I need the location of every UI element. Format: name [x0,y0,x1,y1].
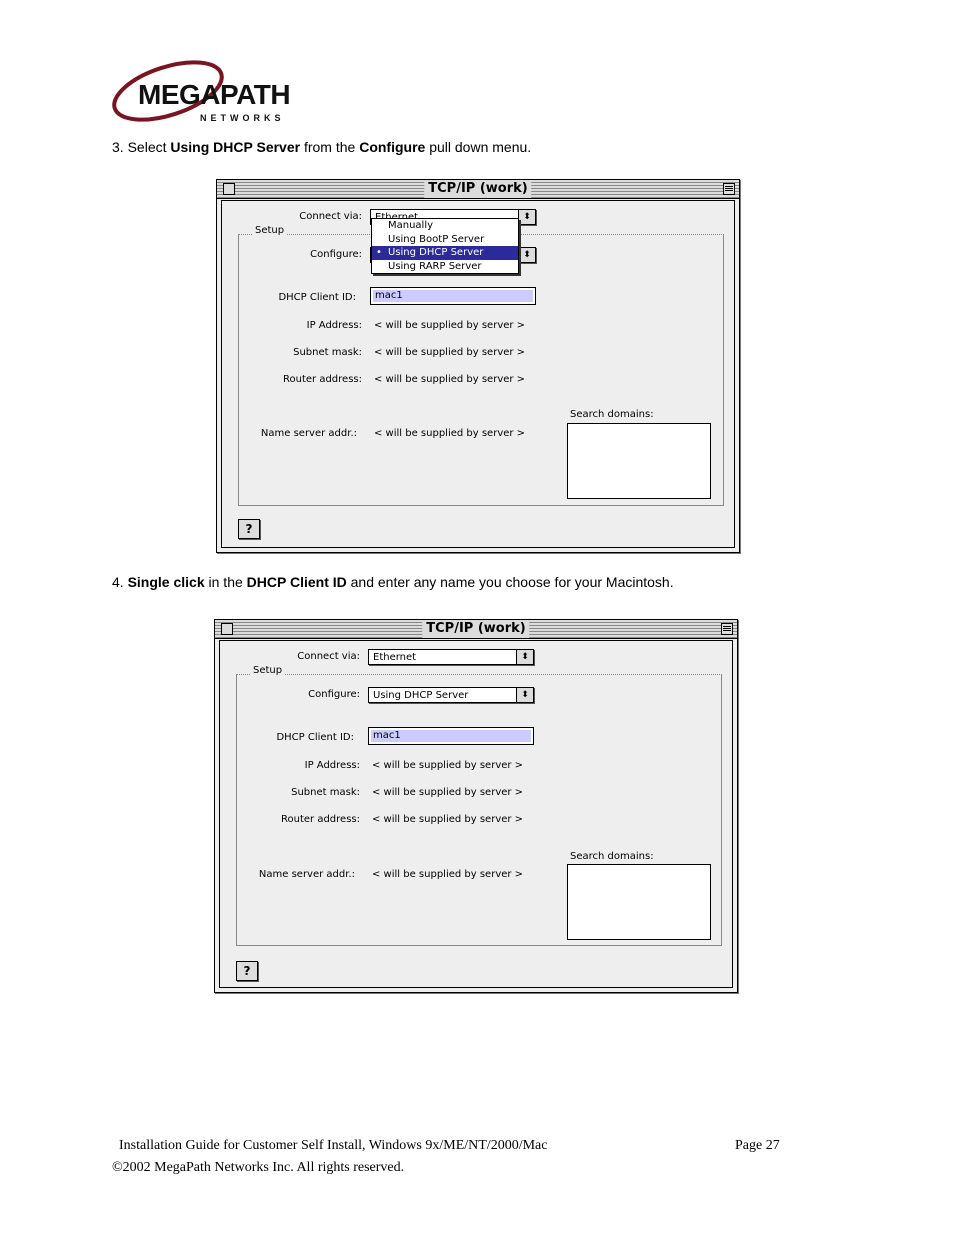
search-domains-field[interactable] [567,423,711,499]
connect-via-label: Connect via: [297,651,360,662]
subnet-mask-value: < will be supplied by server > [374,347,526,358]
ip-address-label: IP Address: [306,320,362,331]
router-address-label: Router address: [281,814,360,825]
question-mark-icon[interactable]: ? [236,961,258,981]
step-4-text: 4. Single click in the DHCP Client ID and enter any name you choose for your Macintosh. [112,574,674,590]
megapath-logo [110,55,295,127]
menu-item-rarp[interactable]: Using RARP Server [388,260,482,272]
router-address-value: < will be supplied by server > [372,814,524,825]
ip-address-label: IP Address: [304,760,360,771]
connect-via-label: Connect via: [299,211,362,222]
router-address-label: Router address: [283,374,362,385]
setup-label: Setup [252,225,287,236]
popup-arrows-icon: ⬍ [516,650,533,664]
window-content [219,640,733,988]
configure-popup[interactable]: Using DHCP Server ⬍ [368,687,534,703]
dhcp-client-id-label: DHCP Client ID: [278,292,356,303]
name-server-value: < will be supplied by server > [372,869,524,880]
close-box-icon[interactable] [221,623,233,635]
zoom-box-icon[interactable] [723,183,735,195]
search-domains-label: Search domains: [570,851,654,862]
window-title: TCP/IP (work) [424,180,531,198]
name-server-label: Name server addr.: [260,428,357,439]
router-address-value: < will be supplied by server > [374,374,526,385]
page-number: Page 27 [735,1138,780,1153]
footer-copyright: ©2002 MegaPath Networks Inc. All rights reserved. [112,1160,405,1175]
step-3-text: 3. Select Using DHCP Server from the Configure pull down menu. [112,139,532,155]
tcpip-window-1 [216,179,740,553]
zoom-box-icon[interactable] [721,623,733,635]
dhcp-client-id-label: DHCP Client ID: [276,732,354,743]
name-server-label: Name server addr.: [258,869,355,880]
window-title: TCP/IP (work) [422,620,529,638]
popup-arrows-icon: ⬍ [516,688,533,702]
title-bar[interactable] [215,620,737,639]
configure-label: Configure: [310,249,362,260]
window-content [221,200,735,548]
menu-item-bootp[interactable]: Using BootP Server [388,233,485,245]
footer-guide-title: Installation Guide for Customer Self Install, Windows 9x/ME/NT/2000/Mac [119,1138,548,1153]
close-box-icon[interactable] [223,183,235,195]
configure-menu[interactable] [371,218,519,274]
menu-item-dhcp[interactable]: • Using DHCP Server [372,246,518,260]
question-mark-icon[interactable]: ? [238,519,260,539]
search-domains-label: Search domains: [570,409,654,420]
ip-address-value: < will be supplied by server > [372,760,524,771]
popup-arrows-icon: ⬍ [518,248,535,262]
ip-address-value: < will be supplied by server > [374,320,526,331]
setup-label: Setup [250,665,285,676]
name-server-value: < will be supplied by server > [374,428,526,439]
search-domains-field[interactable] [567,864,711,940]
subnet-mask-label: Subnet mask: [293,347,362,358]
dhcp-client-id-field[interactable]: mac1 [368,727,534,745]
logo-name: MEGAPATH [138,79,291,110]
subnet-mask-value: < will be supplied by server > [372,787,524,798]
dhcp-client-id-field[interactable]: mac1 [370,287,536,305]
subnet-mask-label: Subnet mask: [291,787,360,798]
logo-subtitle: NETWORKS [200,113,285,123]
menu-item-manually[interactable]: Manually [388,220,434,231]
popup-arrows-icon: ⬍ [518,210,535,224]
connect-via-popup[interactable]: Ethernet ⬍ [368,649,534,665]
configure-label: Configure: [308,689,360,700]
title-bar[interactable] [217,180,739,199]
tcpip-window-2 [214,619,738,993]
